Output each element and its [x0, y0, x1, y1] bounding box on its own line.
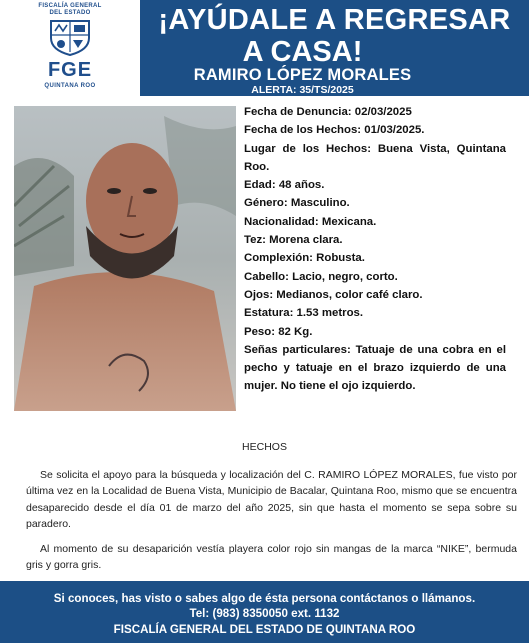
person-details [244, 103, 506, 396]
detail-genero: Género: Masculino. [244, 197, 350, 210]
detail-edad: Edad: 48 años. [244, 179, 325, 192]
detail-fecha-denuncia: Fecha de Denuncia: 02/03/2025 [244, 106, 412, 118]
detail-nacionalidad: Nacionalidad: Mexicana. [244, 215, 377, 228]
banner-headline-line2: A CASA! [242, 36, 363, 68]
detail-peso: Peso: 82 Kg. [244, 325, 313, 338]
detail-tez: Tez: Morena clara. [244, 234, 343, 247]
footer-phone[interactable]: Tel: (983) 8350050 ext. 1132 [189, 607, 340, 620]
fge-logo [0, 0, 140, 96]
logo-top-line1: FISCALÍA GENERAL [38, 3, 102, 9]
footer-call-to-action: Si conoces, has visto o sabes algo de ésta persona contáctanos o llámanos. [53, 592, 476, 605]
header [0, 0, 529, 96]
detail-ojos: Ojos: Medianos, color café claro. [244, 288, 423, 301]
detail-cabello: Cabello: Lacio, negro, corto. [244, 270, 398, 283]
detail-estatura: Estatura: 1.53 metros. [244, 307, 364, 320]
hechos-paragraph-2: Al momento de su desaparición vestía playera color rojo sin mangas de la marca “NIKE”, bermuda gris y gorra gris. [26, 543, 517, 572]
logo-acronym: FGE [47, 59, 93, 81]
hechos-paragraph-1: Se solicita el apoyo para la búsqueda y localización del C. RAMIRO LÓPEZ MORALES, fue visto por última vez en la Localidad de Buena Vista, Municipio de Bacalar, Quintana Roo, mismo que se encuentra desaparecido desde el día 01 de marzo del año 2025, sin que hasta el momento se sepa sobre su paradero. [26, 469, 517, 530]
detail-senas-particulares: Señas particulares: Tatuaje de una cobra en el pecho y tatuaje en el brazo izquierdo de una mujer. No tiene el ojo izquierdo. [244, 343, 506, 393]
detail-fecha-hechos: Fecha de los Hechos: 01/03/2025. [244, 124, 425, 137]
hechos-heading: HECHOS [242, 441, 287, 453]
logo-top-line2: DEL ESTADO [49, 10, 91, 16]
footer-agency: FISCALÍA GENERAL DEL ESTADO DE QUINTANA ROO [113, 623, 416, 636]
detail-lugar-hechos: Lugar de los Hechos: Buena Vista, Quintana Roo. [244, 142, 506, 173]
alert-number: ALERTA: 35/TS/2025 [251, 84, 354, 96]
banner-headline-line1: ¡AYÚDALE A REGRESAR [158, 4, 511, 36]
contact-footer [0, 581, 529, 643]
title-banner [140, 0, 529, 96]
detail-complexion: Complexión: Robusta. [244, 252, 365, 265]
logo-state: QUINTANA ROO [44, 83, 96, 89]
person-photo [14, 106, 236, 411]
missing-person-name: RAMIRO LÓPEZ MORALES [193, 66, 412, 84]
person-photo-illustration [14, 106, 236, 411]
shield-icon [45, 18, 95, 56]
